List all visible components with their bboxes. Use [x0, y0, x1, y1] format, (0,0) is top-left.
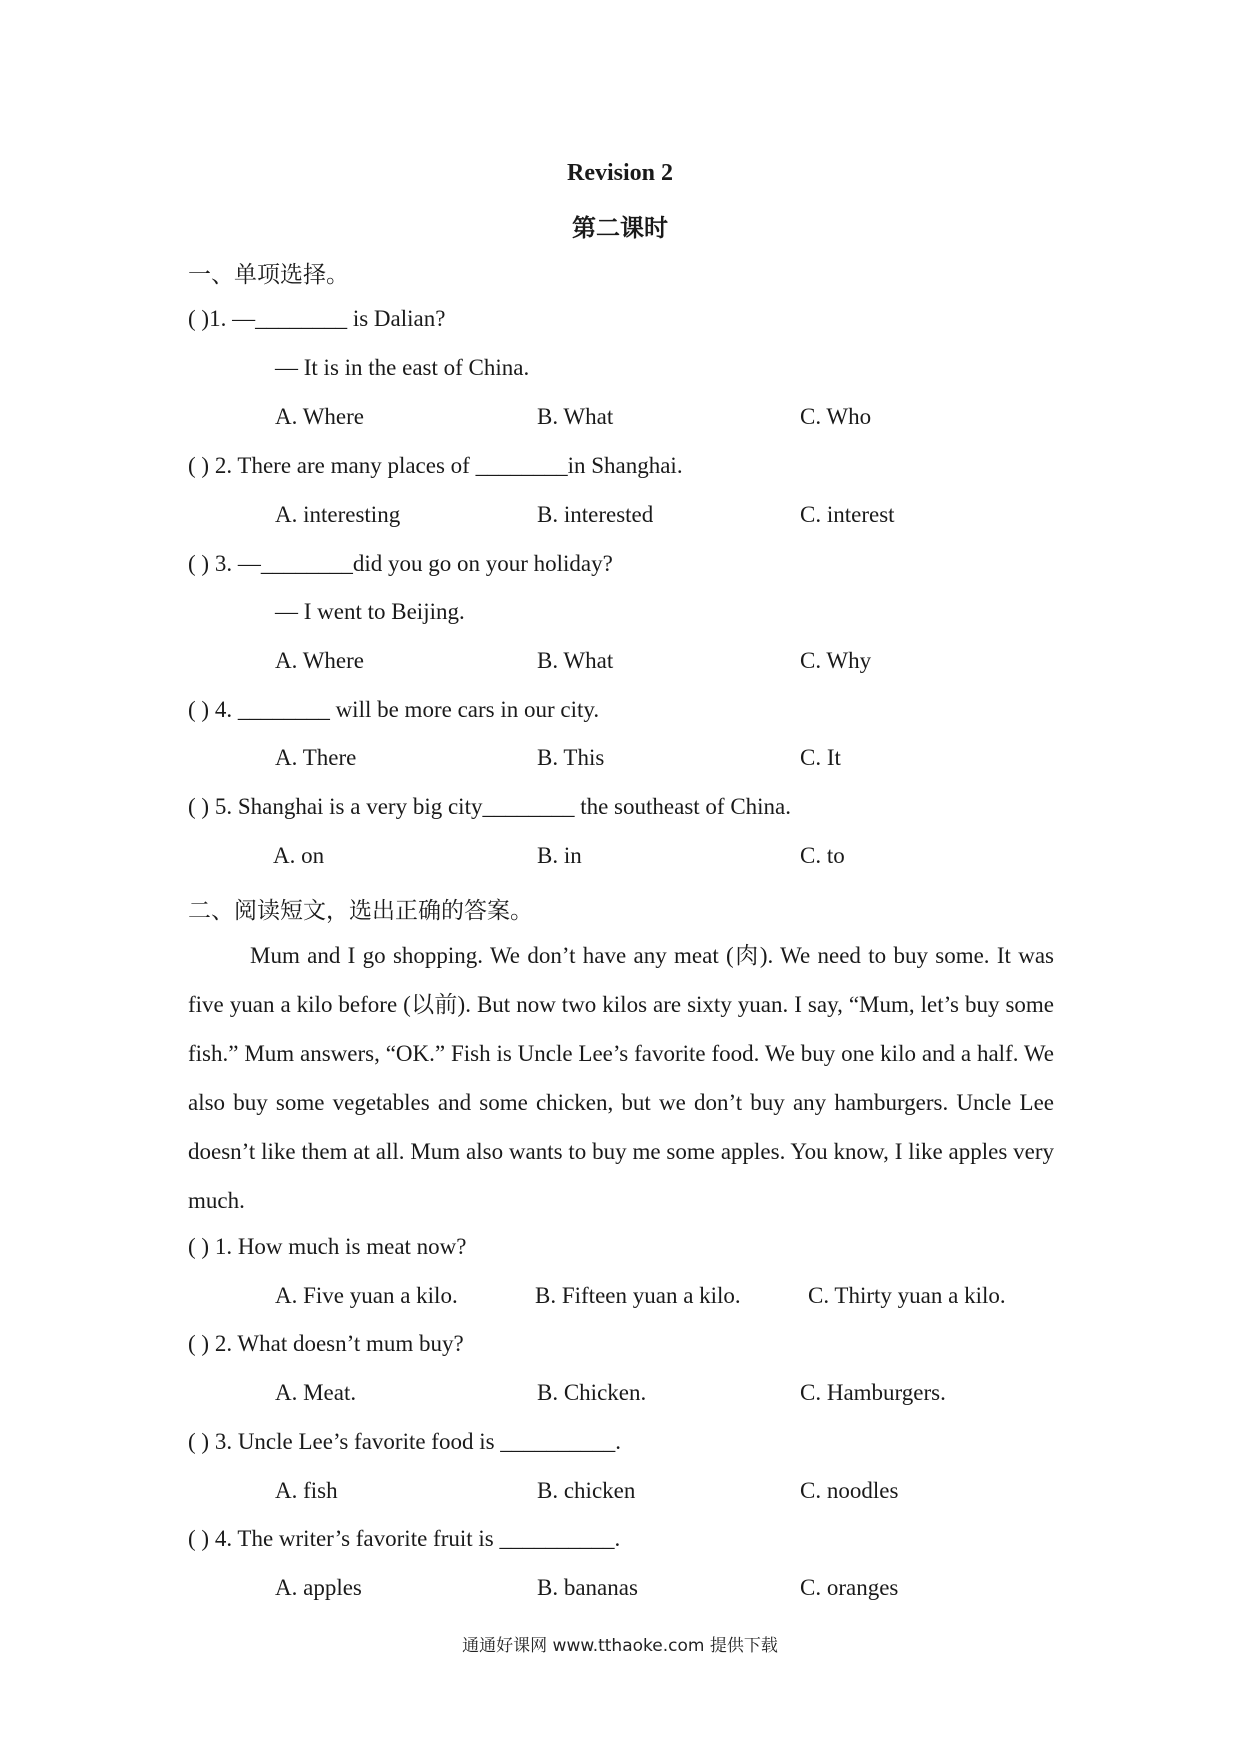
s2-q2-option-b: B. Chicken.: [537, 1380, 647, 1405]
s2-q3-option-a: A. fish: [275, 1478, 338, 1503]
footer-source: 通通好课网 www.tthaoke.com 提供下载: [462, 1636, 778, 1656]
s2-q1-option-a: A. Five yuan a kilo.: [275, 1283, 458, 1308]
s1-q5-option-b: B. in: [537, 843, 582, 868]
s1-q2-option-b: B. interested: [537, 502, 654, 527]
s1-q2-option-c: C. interest: [800, 502, 895, 527]
s1-question-1: ( )1. —________ is Dalian?: [188, 306, 446, 331]
s2-q2-option-c: C. Hamburgers.: [800, 1380, 946, 1405]
reading-passage-text: Mum and I go shopping. We don’t have any meat (肉). We need to buy some. It was five yuan a kilo before (以前). But now two kilos are sixty yuan. I say, “Mum, let’s buy some fish.” Mum answers, “OK.” Fish is Uncle Lee’s favorite food. We buy one kilo and a half. We also buy some vegetables and some chicken, but we don’t buy any hamburgers. Uncle Lee doesn’t like them at all. Mum also wants to buy me some apples. You know, I like apples very much.: [188, 943, 1054, 1213]
s2-q4-option-b: B. bananas: [537, 1575, 638, 1600]
s2-q1-option-b: B. Fifteen yuan a kilo.: [535, 1283, 741, 1308]
s1-q5-option-c: C. to: [800, 843, 845, 868]
s1-question-4: ( ) 4. ________ will be more cars in our city.: [188, 697, 600, 722]
s1-q3-option-a: A. Where: [275, 648, 364, 673]
s2-question-2: ( ) 2. What doesn’t mum buy?: [188, 1331, 464, 1356]
section2-heading: 二、阅读短文，选出正确的答案。: [188, 898, 533, 923]
s1-q1-option-c: C. Who: [800, 404, 872, 429]
s1-question-5: ( ) 5. Shanghai is a very big city________ the southeast of China.: [188, 794, 792, 819]
s1-question-2: ( ) 2. There are many places of ________in Shanghai.: [188, 453, 683, 478]
reading-passage: [188, 931, 1054, 1225]
s1-q4-option-b: B. This: [537, 745, 605, 770]
s2-q2-option-a: A. Meat.: [275, 1380, 357, 1405]
page-title: Revision 2: [566, 160, 673, 186]
s1-question-3: ( ) 3. —________did you go on your holiday?: [188, 551, 613, 576]
s1-q2-option-a: A. interesting: [275, 502, 401, 527]
s1-q3-option-c: C. Why: [800, 648, 872, 673]
s1-q5-option-a: A. on: [273, 843, 325, 868]
s1-q1-option-b: B. What: [537, 404, 614, 429]
s2-q4-option-c: C. oranges: [800, 1575, 899, 1600]
s1-q4-option-c: C. It: [800, 745, 841, 770]
section1-heading: 一、单项选择。: [188, 262, 349, 287]
page-subtitle: 第二课时: [572, 216, 668, 242]
s2-question-4: ( ) 4. The writer’s favorite fruit is __________.: [188, 1526, 621, 1551]
s2-q3-option-b: B. chicken: [537, 1478, 636, 1503]
s2-q1-option-c: C. Thirty yuan a kilo.: [808, 1283, 1006, 1308]
s1-question-1-subline: — It is in the east of China.: [275, 355, 530, 380]
s2-q3-option-c: C. noodles: [800, 1478, 899, 1503]
s1-question-3-subline: — I went to Beijing.: [275, 599, 465, 624]
s1-q3-option-b: B. What: [537, 648, 614, 673]
s2-question-3: ( ) 3. Uncle Lee’s favorite food is __________.: [188, 1429, 622, 1454]
s1-q1-option-a: A. Where: [275, 404, 364, 429]
s2-question-1: ( ) 1. How much is meat now?: [188, 1234, 467, 1259]
s2-q4-option-a: A. apples: [275, 1575, 362, 1600]
s1-q4-option-a: A. There: [275, 745, 357, 770]
